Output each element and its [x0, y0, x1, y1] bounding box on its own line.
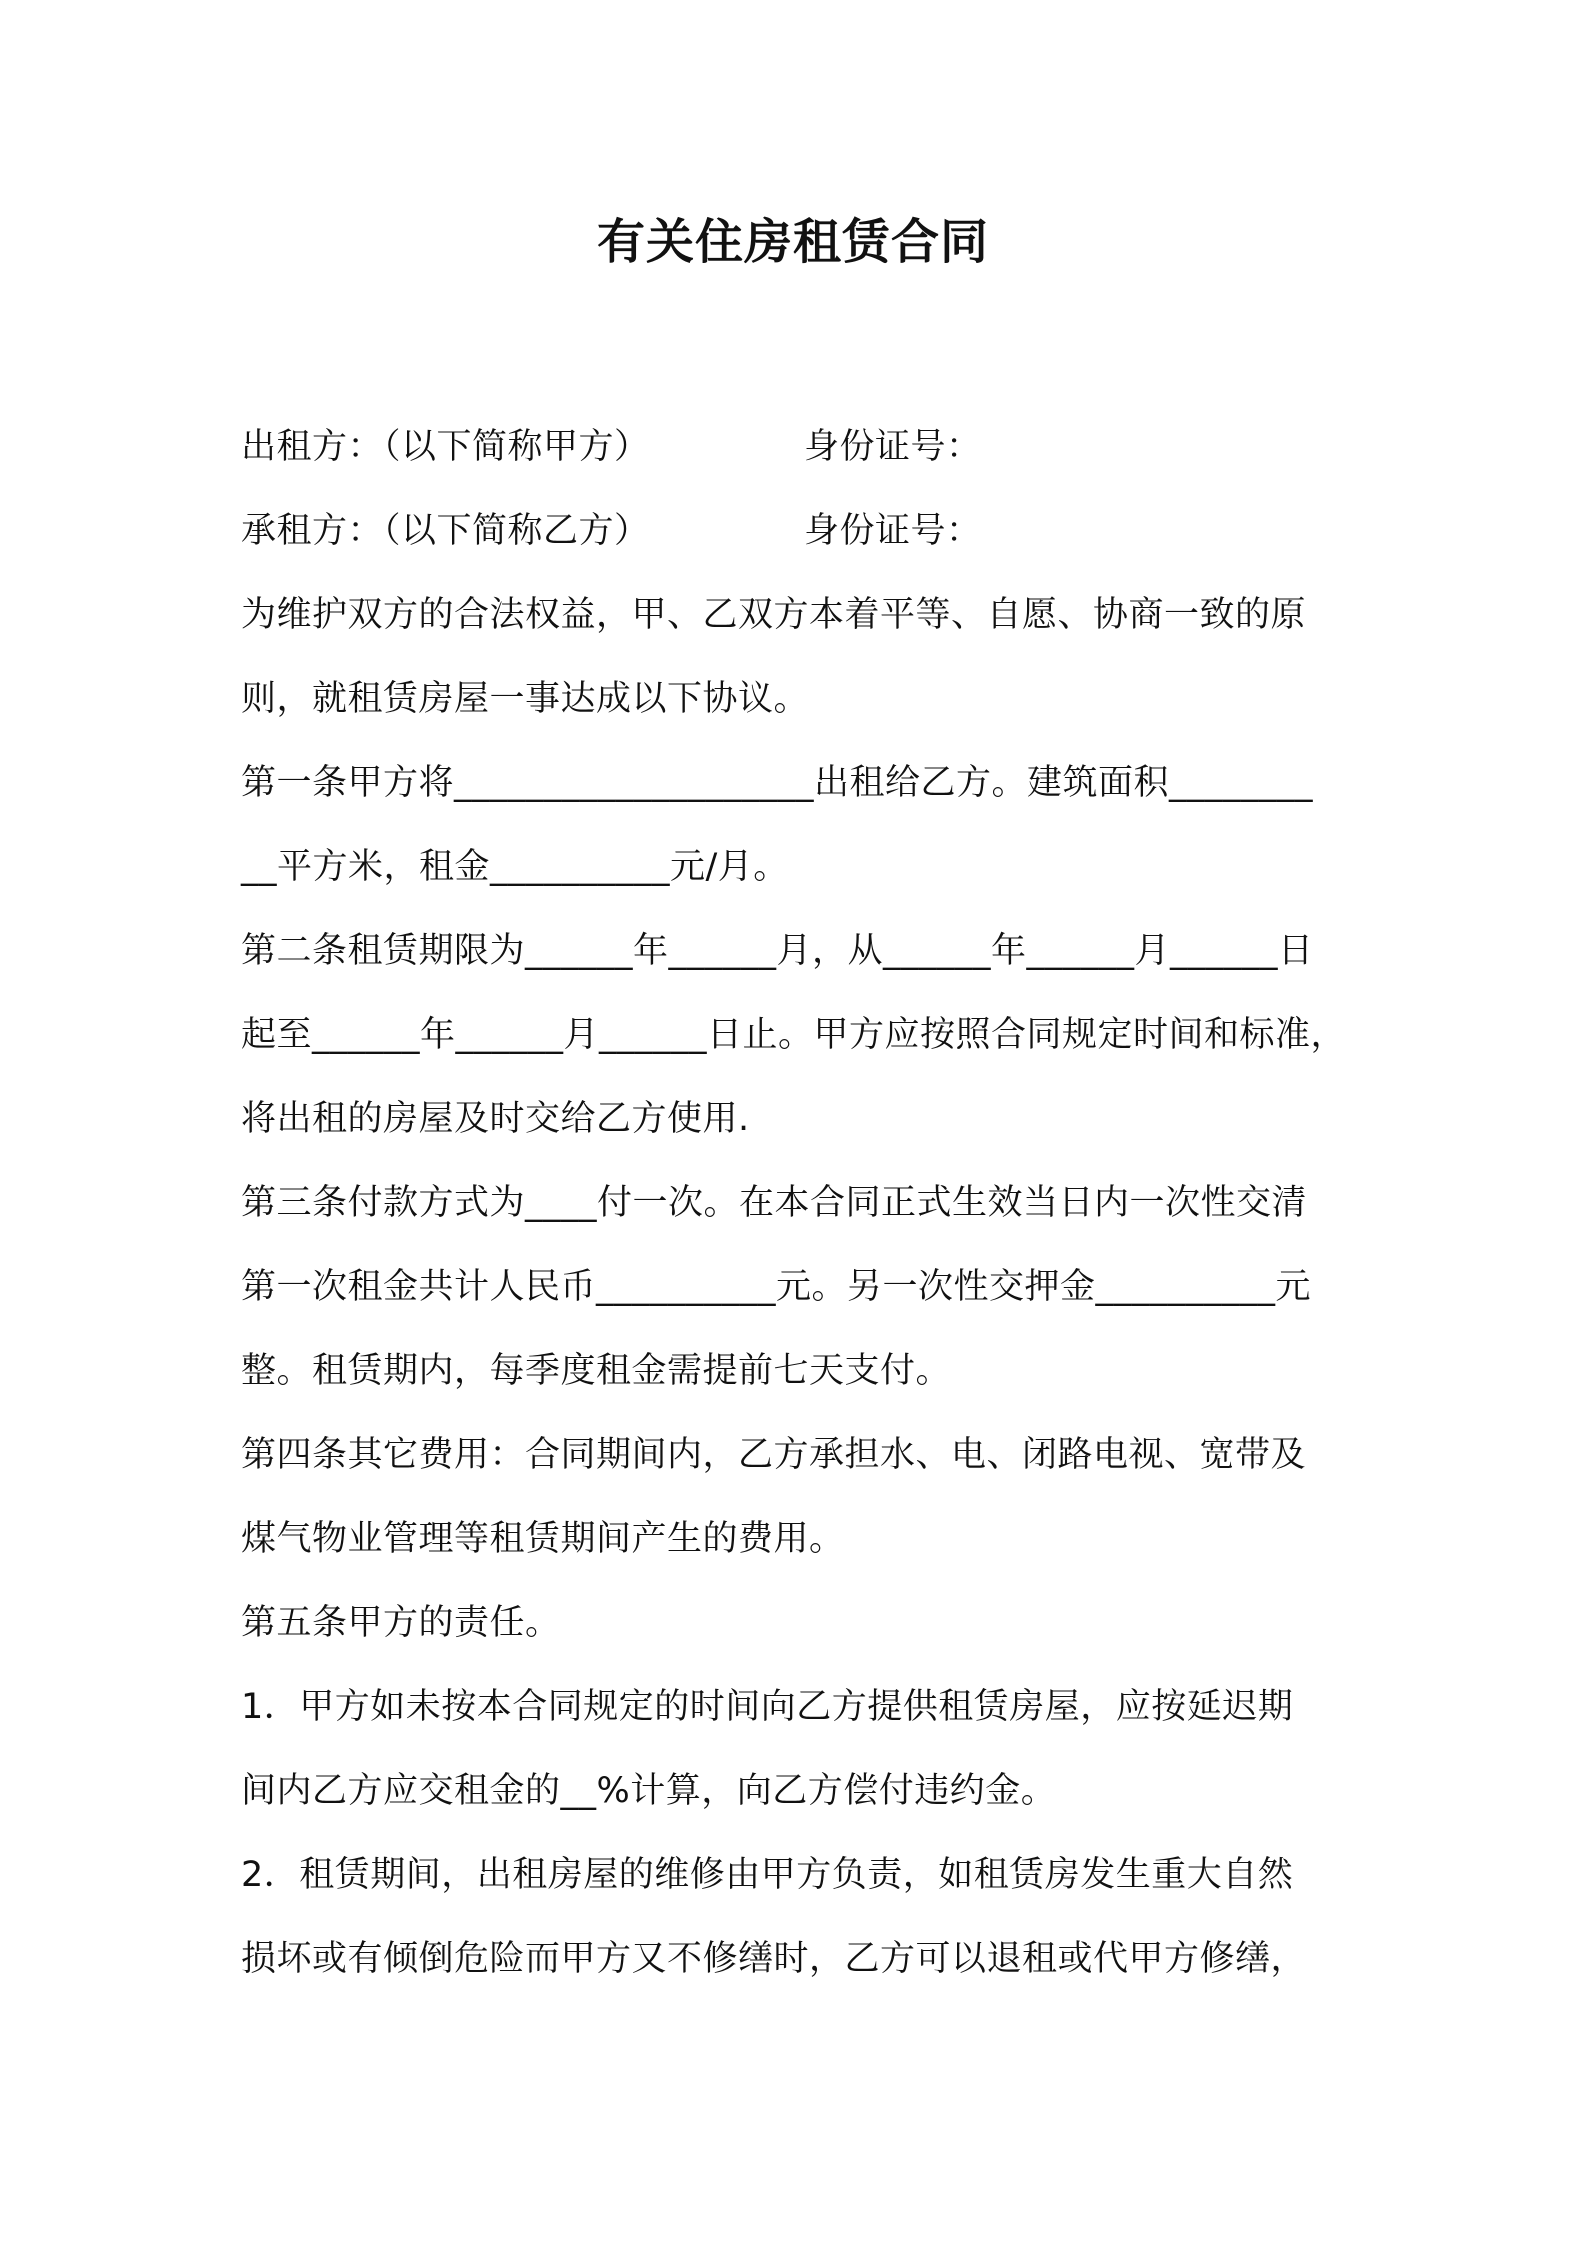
- lessor-id-label: 身份证号：: [804, 427, 982, 467]
- text-line: 1．甲方如未按本合同规定的时间向乙方提供租赁房屋，应按延迟期: [241, 1687, 1294, 1727]
- text-line: 为维护双方的合法权益，甲、乙双方本着平等、自愿、协商一致的原: [241, 595, 1307, 635]
- text-line: 第二条租赁期限为______年______月，从______年______月______日: [241, 931, 1314, 971]
- lessor-label: 出租方：（以下简称甲方）: [241, 427, 650, 467]
- document-title: 有关住房租赁合同: [596, 214, 989, 270]
- lessee-id-label: 身份证号：: [804, 511, 982, 551]
- text-line: 第三条付款方式为____付一次。在本合同正式生效当日内一次性交清: [241, 1183, 1308, 1223]
- text-line: 第四条其它费用：合同期间内，乙方承担水、电、闭路电视、宽带及: [241, 1435, 1307, 1475]
- text-line: 损坏或有倾倒危险而甲方又不修缮时，乙方可以退租或代甲方修缮，: [241, 1939, 1307, 1979]
- lessee-line: [241, 489, 1371, 573]
- text-line: 间内乙方应交租金的__%计算，向乙方偿付违约金。: [241, 1771, 1057, 1811]
- text-line: 整。租赁期内，每季度租金需提前七天支付。: [241, 1351, 952, 1391]
- text-line: 第一次租金共计人民币__________元。另一次性交押金__________元: [241, 1267, 1312, 1307]
- contract-body: [241, 405, 1371, 2001]
- lessee-label: 承租方：（以下简称乙方）: [241, 511, 650, 551]
- lessor-line: [241, 405, 1371, 489]
- text-line: 第五条甲方的责任。: [241, 1603, 561, 1643]
- text-line: 起至______年______月______日止。甲方应按照合同规定时间和标准，: [241, 1015, 1347, 1055]
- text-line: 则，就租赁房屋一事达成以下协议。: [241, 679, 810, 719]
- text-line: 第一条甲方将____________________出租给乙方。建筑面积________: [241, 763, 1314, 803]
- text-line: __平方米，租金__________元/月。: [241, 847, 789, 887]
- text-line: 将出租的房屋及时交给乙方使用.: [241, 1099, 750, 1139]
- text-line: 2．租赁期间，出租房屋的维修由甲方负责，如租赁房发生重大自然: [241, 1855, 1294, 1895]
- text-line: 煤气物业管理等租赁期间产生的费用。: [241, 1519, 845, 1559]
